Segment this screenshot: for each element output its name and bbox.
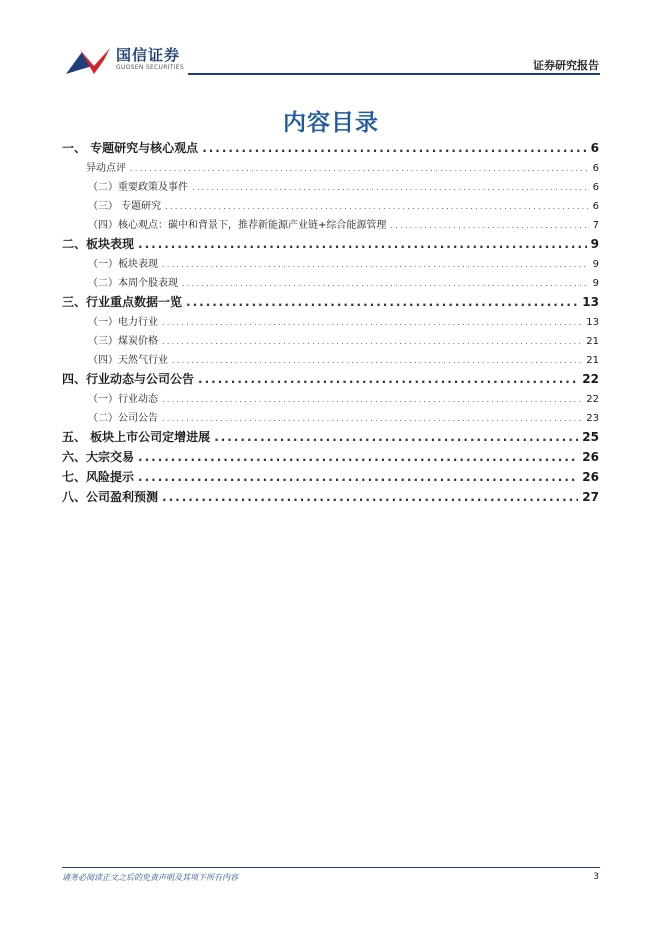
toc-entry-section[interactable] [62, 370, 599, 390]
toc-entry-page: 23 [586, 413, 599, 424]
toc-entry-subsection[interactable] [62, 159, 599, 178]
toc-dot-leader [172, 356, 582, 365]
toc-entry-page: 21 [586, 355, 599, 366]
toc-entry-label: 一、 专题研究与核心观点 [62, 141, 199, 155]
toc-dot-leader [162, 260, 589, 269]
toc-entry-section[interactable] [62, 139, 599, 159]
toc-entry-page: 6 [592, 182, 599, 193]
toc-entry-label: （四）核心观点：碳中和背景下，推荐新能源产业链+综合能源管理 [88, 220, 387, 231]
toc-dot-leader [214, 430, 578, 444]
toc-entry-subsection[interactable] [62, 313, 599, 332]
toc-dot-leader [192, 183, 589, 192]
toc-entry-page: 21 [586, 336, 599, 347]
brand-name-en: GUOSEN SECURITIES [116, 64, 185, 71]
toc-entry-label: （三） 专题研究 [88, 201, 162, 212]
toc-entry-label: 四、行业动态与公司公告 [62, 372, 195, 386]
toc-entry-page: 6 [592, 163, 599, 174]
guosen-logo [64, 44, 184, 78]
header-divider [188, 73, 600, 75]
toc-dot-leader [138, 450, 578, 464]
toc-entry-subsection[interactable] [62, 255, 599, 274]
toc-title: 内容目录 [283, 110, 379, 136]
toc-entry-section[interactable] [62, 293, 599, 313]
toc-entry-subsection[interactable] [62, 197, 599, 216]
toc-entry-section[interactable] [62, 488, 599, 508]
toc-entry-label: 二、板块表现 [62, 237, 135, 251]
footer-disclaimer: 请务必阅读正文之后的免责声明及其项下所有内容 [62, 873, 238, 882]
toc-dot-leader [165, 202, 588, 211]
toc-entry-label: （三）煤炭价格 [88, 336, 158, 347]
toc-dot-leader [130, 164, 589, 173]
toc-dot-leader [198, 372, 578, 386]
toc-entry-page: 7 [592, 220, 599, 231]
toc-entry-page: 9 [592, 259, 599, 270]
toc-dot-leader [182, 279, 589, 288]
toc-dot-leader [162, 490, 578, 504]
toc-entry-page: 6 [592, 201, 599, 212]
toc-entry-label: （一）电力行业 [88, 317, 158, 328]
guosen-logo-icon [64, 46, 112, 76]
toc-entry-page: 13 [582, 295, 599, 309]
toc-dot-leader [186, 295, 578, 309]
toc-entry-label: （一）板块表现 [88, 259, 158, 270]
toc-entry-subsection[interactable] [62, 274, 599, 293]
toc-entry-label: 三、行业重点数据一览 [62, 295, 183, 309]
toc-entry-label: 七、风险提示 [62, 470, 135, 484]
toc-dot-leader [162, 318, 582, 327]
toc-dot-leader [202, 141, 586, 155]
toc-entry-label: 六、大宗交易 [62, 450, 135, 464]
footer-divider [62, 867, 600, 868]
toc-entry-label: （一）行业动态 [88, 394, 158, 405]
toc-dot-leader [162, 395, 582, 404]
toc-entry-label: 异动点评 [86, 163, 126, 174]
toc-entry-page: 25 [582, 430, 599, 444]
toc-entry-subsection[interactable] [62, 178, 599, 197]
toc-entry-page: 22 [582, 372, 599, 386]
toc-entry-subsection[interactable] [62, 390, 599, 409]
toc-entry-section[interactable] [62, 235, 599, 255]
toc-entry-page: 26 [582, 450, 599, 464]
toc-entry-section[interactable] [62, 448, 599, 468]
toc-entry-page: 9 [592, 278, 599, 289]
document-type: 证券研究报告 [533, 59, 599, 72]
toc-entry-page: 26 [582, 470, 599, 484]
toc-dot-leader [138, 470, 578, 484]
toc-entry-page: 13 [586, 317, 599, 328]
toc-dot-leader [390, 221, 588, 230]
toc-entry-page: 27 [582, 490, 599, 504]
toc-entry-section[interactable] [62, 468, 599, 488]
page-header [0, 0, 662, 80]
toc-entry-label: 五、 板块上市公司定增进展 [62, 430, 211, 444]
toc-entry-section[interactable] [62, 428, 599, 448]
toc-entry-page: 9 [590, 237, 599, 251]
page-number: 3 [593, 872, 599, 882]
toc-entry-label: （二）公司公告 [88, 413, 158, 424]
brand-name-cn: 国信证券 [116, 46, 181, 64]
toc-dot-leader [162, 414, 582, 423]
toc-entry-label: 八、公司盈利预测 [62, 490, 159, 504]
toc-entry-subsection[interactable] [62, 351, 599, 370]
toc-entry-subsection[interactable] [62, 409, 599, 428]
toc-dot-leader [138, 237, 587, 251]
toc-entry-label: （二）本周个股表现 [88, 278, 178, 289]
toc-entry-label: （四）天然气行业 [88, 355, 168, 366]
toc-entry-subsection[interactable] [62, 332, 599, 351]
toc-entry-page: 22 [586, 394, 599, 405]
table-of-contents [62, 139, 599, 508]
toc-entry-page: 6 [590, 141, 599, 155]
toc-entry-label: （二）重要政策及事件 [88, 182, 188, 193]
toc-dot-leader [162, 337, 582, 346]
toc-entry-subsection[interactable] [62, 216, 599, 235]
